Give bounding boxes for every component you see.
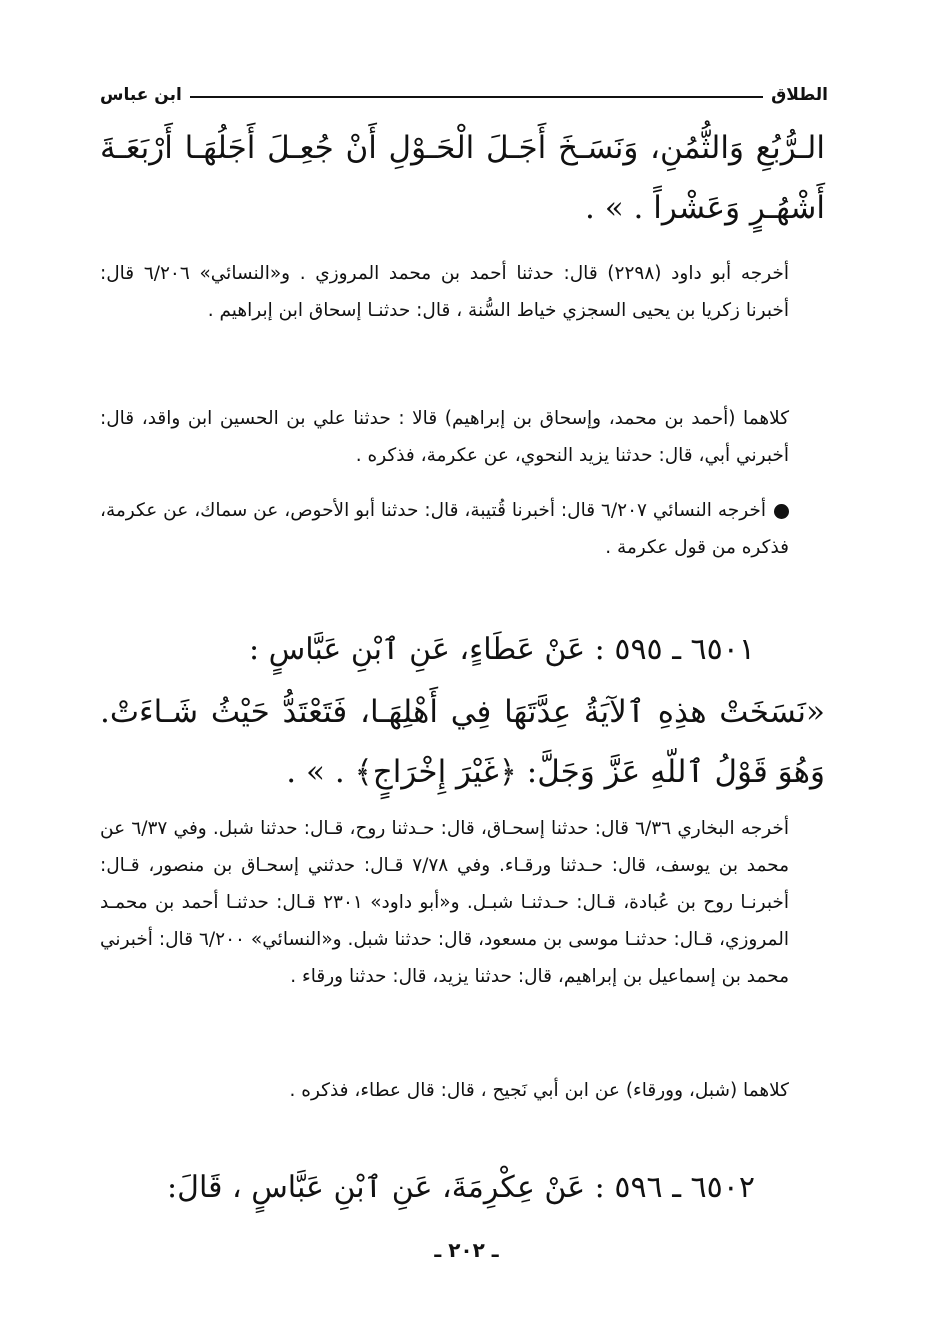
hadith-continuation-text: الـرُّبُعِ وَالثُّمُنِ، وَنَسَـخَ أَجَـلَ الْحَـوْلِ أَنْ جُعِـلَ أَجَلُهَـا أَرْبَعَـةَ أَشْهُـرٍ وَعَشْراً . » . xyxy=(100,130,825,226)
hadith-6501-text xyxy=(100,682,825,802)
takhrij-kilahuma: كلاهما (أحمد بن محمد، وإسحاق بن إبراهيم) قالا : حدثنا علي بن الحسين ابن واقد، قال: أخبرني أبي، قال: حدثنا يزيد النحوي، عن عكرمة، فذكره . xyxy=(100,408,789,466)
hadith-continuation xyxy=(100,118,825,238)
hadith-heading-6501 xyxy=(100,620,825,680)
hadith-heading-6502 xyxy=(100,1158,825,1218)
hadith-heading-text: ٦٥٠١ ـ ٥٩٥ : عَنْ عَطَاءٍ، عَنِ ٱبْنِ عَبَّاسٍ : xyxy=(248,632,755,667)
page-number: ـ ٢٠٢ ـ xyxy=(434,1238,499,1262)
header-rule xyxy=(190,96,763,98)
running-header xyxy=(100,80,828,110)
takhrij-abu-dawud-nasai: أخرجه أبو داود (٢٢٩٨) قال: حدثنا أحمد بن محمد المروزي . و«النسائي» ٦/٢٠٦ قال: أخبرنا زكريا بن يحيى السجزي خياط السُّنة ، قال: حدثنـا إسحاق ابن إبراهيم . xyxy=(100,263,789,321)
takhrij-paragraph xyxy=(100,492,825,566)
chapter-title: الطلاق xyxy=(771,85,828,105)
takhrij-nasai-qutaybah: أخرجه النسائي ٦/٢٠٧ قال: أخبرنا قُتيبة، قال: حدثنا أبو الأحوص، عن سماك، عن عكرمة، فذكره من قول عكرمة . xyxy=(100,500,789,558)
bullet-icon xyxy=(774,504,789,519)
takhrij-paragraph xyxy=(100,810,825,995)
takhrij-bukhari: أخرجه البخاري ٦/٣٦ قال: حدثنا إسحـاق، قال: حـدثنا روح، قـال: حدثنا شبل. وفي ٦/٣٧ عن محمد بن يوسف، قال: حـدثنا ورقـاء. وفي ٧/٧٨ قـال: حدثني إسحـاق بن منصور، قـال: أخبرنـا روح بن عُبادة، قـال: حـدثنـا شبـل. و«أبو داود» ٢٣٠١ قـال: حدثنـا أحمد بن محمـد المروزي، قـال: حدثنـا موسى بن مسعود، قال: حدثنا شبل. و«النسائي» ٦/٢٠٠ قال: أخبرني محمد بن إسماعيل بن إبراهيم، قال: حدثنا يزيد، قال: حدثنا ورقاء . xyxy=(100,818,789,987)
takhrij-paragraph xyxy=(100,255,825,329)
hadith-heading-text: ٦٥٠٢ ـ ٥٩٦ : عَنْ عِكْرِمَةَ، عَنِ ٱبْنِ عَبَّاسٍ ، قَالَ: xyxy=(167,1170,755,1205)
narrator-title: ابن عباس xyxy=(100,85,182,105)
takhrij-paragraph xyxy=(100,400,825,474)
takhrij-shibl-warqa: كلاهما (شبل، وورقاء) عن ابن أبي نَجيح ، قال: قال عطاء، فذكره . xyxy=(289,1080,789,1101)
takhrij-paragraph xyxy=(100,1072,825,1109)
hadith-text: «نَسَخَتْ هذِهِ ٱلآيَةُ عِدَّتَهَا فِي أَهْلِهَـا، فَتَعْتَدُّ حَيْثُ شَـاءَتْ. وَهُوَ قَوْلُ ٱللّهِ عَزَّ وَجَلَّ: ﴿غَيْرَ إِخْرَاجٍ﴾ . » . xyxy=(100,694,825,790)
